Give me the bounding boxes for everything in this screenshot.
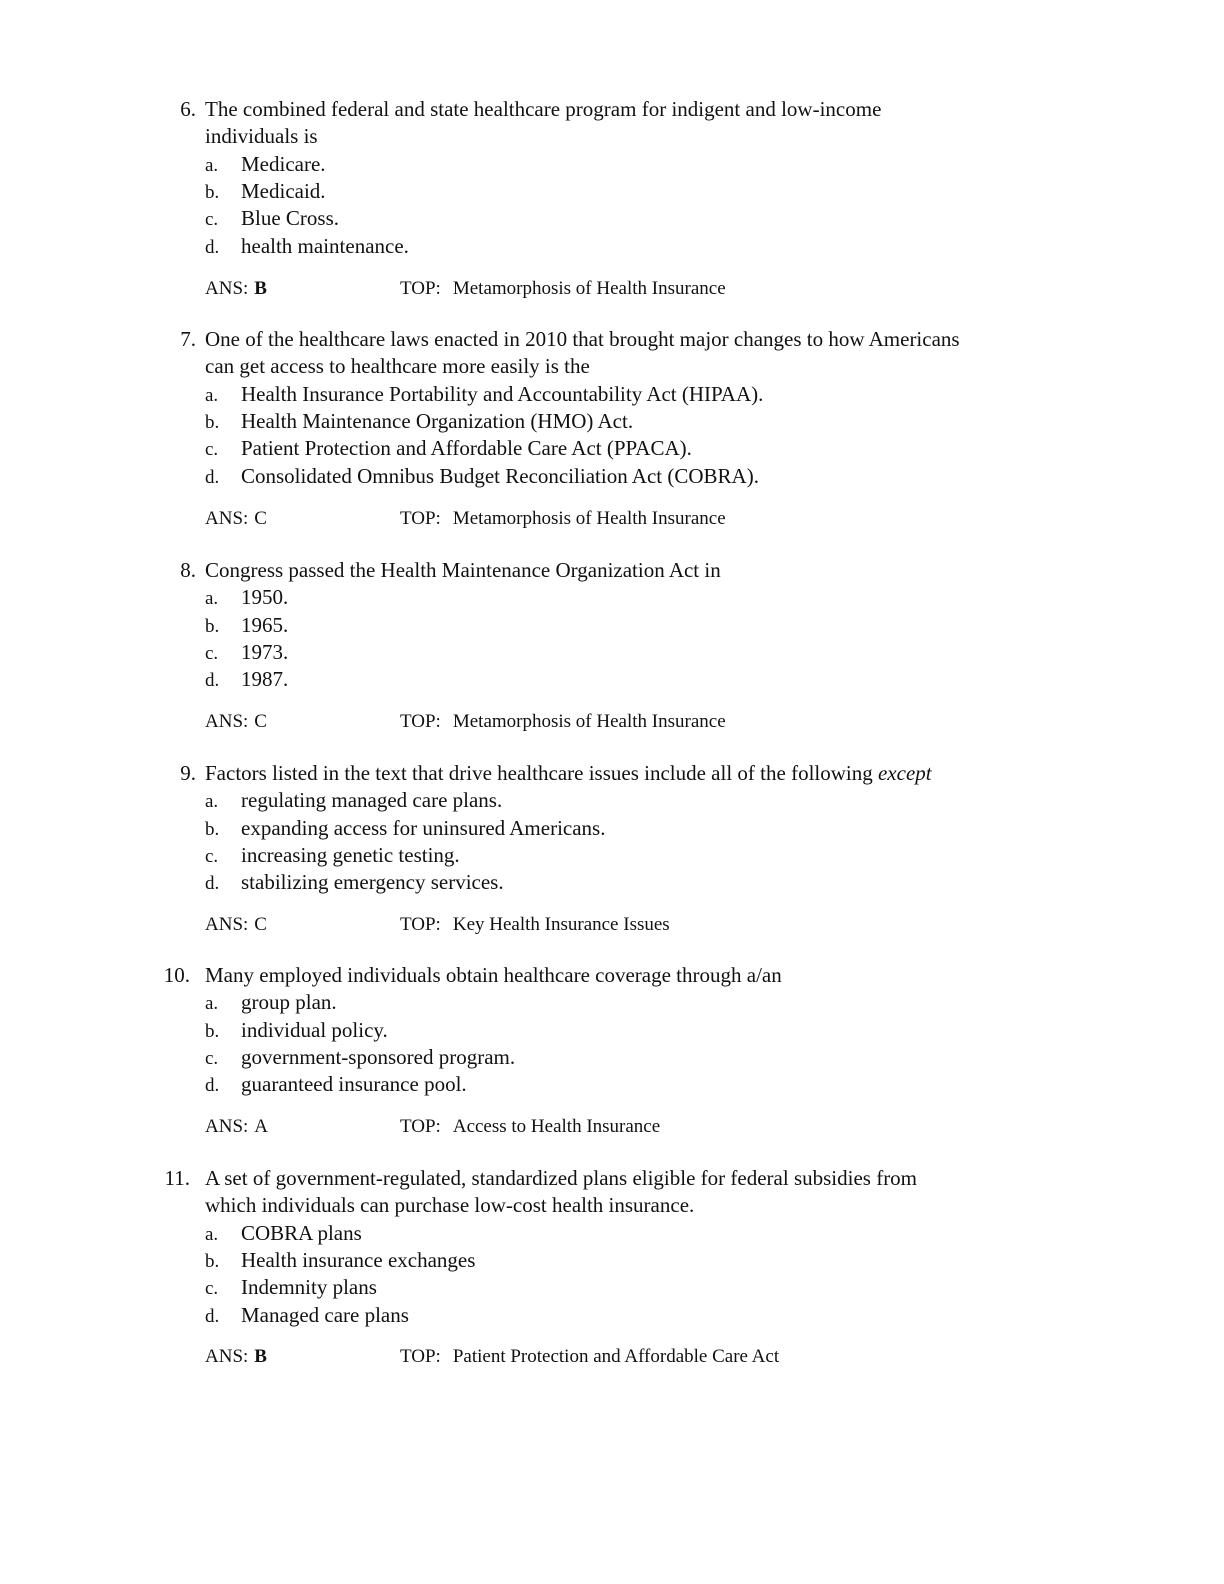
ans-label: ANS: <box>205 1346 249 1367</box>
answer-option-a <box>205 584 288 613</box>
option-text: Consolidated Omnibus Budget Reconciliation Act (COBRA). <box>241 464 759 488</box>
question-stem-line: individuals is <box>205 124 318 148</box>
option-letter: c. <box>205 846 219 867</box>
topic-value: Patient Protection and Affordable Care Act <box>452 1346 780 1367</box>
question-stem-line: can get access to healthcare more easily is the <box>205 354 590 378</box>
option-letter: d. <box>205 873 220 894</box>
question-number: 9. <box>180 761 196 785</box>
answer-option-b <box>205 178 326 207</box>
question-number: 8. <box>180 558 196 582</box>
question-stem-line: Many employed individuals obtain healthcare coverage through a/an <box>205 963 782 987</box>
option-letter: d. <box>205 1306 220 1327</box>
stem-text: Factors listed in the text that drive healthcare issues include all of the following <box>205 761 873 785</box>
option-letter: d. <box>205 237 220 258</box>
option-letter: d. <box>205 467 220 488</box>
answer-option-b <box>205 815 605 844</box>
option-letter: a. <box>205 1224 219 1245</box>
ans-value: C <box>254 914 267 935</box>
option-text: Medicaid. <box>241 179 326 203</box>
question-stem-line: which individuals can purchase low-cost health insurance. <box>205 1193 695 1217</box>
option-letter: a. <box>205 791 219 812</box>
answer-option-a <box>205 1220 362 1249</box>
option-text: Health Maintenance Organization (HMO) Act. <box>241 409 634 433</box>
answer-key <box>205 710 267 734</box>
option-letter: c. <box>205 1048 219 1069</box>
question-stem-line: A set of government-regulated, standardized plans eligible for federal subsidies from <box>205 1166 918 1190</box>
answer-option-c <box>205 842 460 871</box>
ans-value: C <box>254 711 267 732</box>
ans-value: B <box>254 278 267 299</box>
topic-value: Metamorphosis of Health Insurance <box>452 278 726 299</box>
answer-option-b <box>205 1017 388 1046</box>
option-letter: a. <box>205 993 219 1014</box>
topic-value: Metamorphosis of Health Insurance <box>452 711 726 732</box>
answer-option-c <box>205 435 692 464</box>
answer-option-a <box>205 787 502 816</box>
option-text: COBRA plans <box>241 1221 362 1245</box>
option-text: 1973. <box>241 640 289 664</box>
option-text: health maintenance. <box>241 234 409 258</box>
option-letter: d. <box>205 670 220 691</box>
option-text: group plan. <box>241 990 337 1014</box>
stem-emphasis: except <box>877 761 932 785</box>
option-letter: b. <box>205 412 220 433</box>
topic <box>400 507 726 531</box>
answer-option-c <box>205 639 288 668</box>
top-label: TOP: <box>400 1346 441 1367</box>
topic-value: Metamorphosis of Health Insurance <box>452 508 726 529</box>
answer-option-b <box>205 612 288 641</box>
option-text: Health Insurance Portability and Accountability Act (HIPAA). <box>241 382 764 406</box>
answer-option-d <box>205 1302 409 1331</box>
ans-value: B <box>254 1346 267 1367</box>
question-stem-line: One of the healthcare laws enacted in 2010 that brought major changes to how Americans <box>205 327 960 351</box>
answer-key <box>205 507 267 531</box>
option-text: regulating managed care plans. <box>241 788 503 812</box>
ans-value: A <box>254 1116 269 1137</box>
option-text: stabilizing emergency services. <box>241 870 504 894</box>
answer-option-a <box>205 151 326 180</box>
answer-option-a <box>205 989 337 1018</box>
option-text: Medicare. <box>241 152 326 176</box>
question-number: 6. <box>180 97 196 121</box>
answer-option-d <box>205 463 759 492</box>
option-text: Blue Cross. <box>241 206 340 230</box>
topic <box>400 1115 660 1139</box>
option-text: Managed care plans <box>241 1303 409 1327</box>
answer-key <box>205 277 267 301</box>
option-text: Indemnity plans <box>241 1275 377 1299</box>
answer-key <box>205 1345 267 1369</box>
top-label: TOP: <box>400 1116 441 1137</box>
answer-option-b <box>205 408 633 437</box>
question-stem-line: Congress passed the Health Maintenance Organization Act in <box>205 558 721 582</box>
option-text: individual policy. <box>241 1018 388 1042</box>
option-letter: a. <box>205 385 219 406</box>
answer-option-c <box>205 1274 377 1303</box>
topic <box>400 277 726 301</box>
top-label: TOP: <box>400 914 441 935</box>
top-label: TOP: <box>400 278 441 299</box>
question-number: 11. <box>164 1166 190 1190</box>
ans-label: ANS: <box>205 711 249 732</box>
option-letter: c. <box>205 439 219 460</box>
option-text: expanding access for uninsured Americans. <box>241 816 606 840</box>
option-text: 1965. <box>241 613 289 637</box>
ans-label: ANS: <box>205 914 249 935</box>
answer-option-b <box>205 1247 475 1276</box>
option-letter: b. <box>205 182 220 203</box>
top-label: TOP: <box>400 711 441 732</box>
answer-option-d <box>205 1071 467 1100</box>
option-letter: b. <box>205 819 220 840</box>
ans-label: ANS: <box>205 278 249 299</box>
question-number: 7. <box>180 327 196 351</box>
question-number: 10. <box>163 963 190 987</box>
answer-option-a <box>205 381 763 410</box>
option-letter: a. <box>205 155 219 176</box>
option-text: Health insurance exchanges <box>241 1248 476 1272</box>
question-stem-line: The combined federal and state healthcare program for indigent and low-income <box>205 97 882 121</box>
topic-value: Key Health Insurance Issues <box>452 914 670 935</box>
ans-label: ANS: <box>205 1116 249 1137</box>
option-letter: d. <box>205 1075 220 1096</box>
option-letter: a. <box>205 588 219 609</box>
answer-option-d <box>205 869 504 898</box>
ans-value: C <box>254 508 267 529</box>
topic <box>400 710 726 734</box>
option-letter: b. <box>205 1021 220 1042</box>
answer-option-c <box>205 205 339 234</box>
option-letter: c. <box>205 1278 219 1299</box>
topic <box>400 1345 779 1369</box>
topic <box>400 913 670 937</box>
option-text: 1987. <box>241 667 289 691</box>
ans-label: ANS: <box>205 508 249 529</box>
option-letter: c. <box>205 643 219 664</box>
topic-value: Access to Health Insurance <box>452 1116 661 1137</box>
option-text: 1950. <box>241 585 289 609</box>
option-letter: b. <box>205 616 220 637</box>
top-label: TOP: <box>400 508 441 529</box>
option-text: guaranteed insurance pool. <box>241 1072 467 1096</box>
option-letter: b. <box>205 1251 220 1272</box>
question-stem-line <box>205 760 1085 788</box>
answer-option-c <box>205 1044 515 1073</box>
answer-option-d <box>205 233 409 262</box>
answer-option-d <box>205 666 288 695</box>
option-text: increasing genetic testing. <box>241 843 460 867</box>
option-letter: c. <box>205 209 219 230</box>
option-text: Patient Protection and Affordable Care Act (PPACA). <box>241 436 692 460</box>
option-text: government-sponsored program. <box>241 1045 516 1069</box>
answer-key <box>205 913 267 937</box>
answer-key <box>205 1115 268 1139</box>
